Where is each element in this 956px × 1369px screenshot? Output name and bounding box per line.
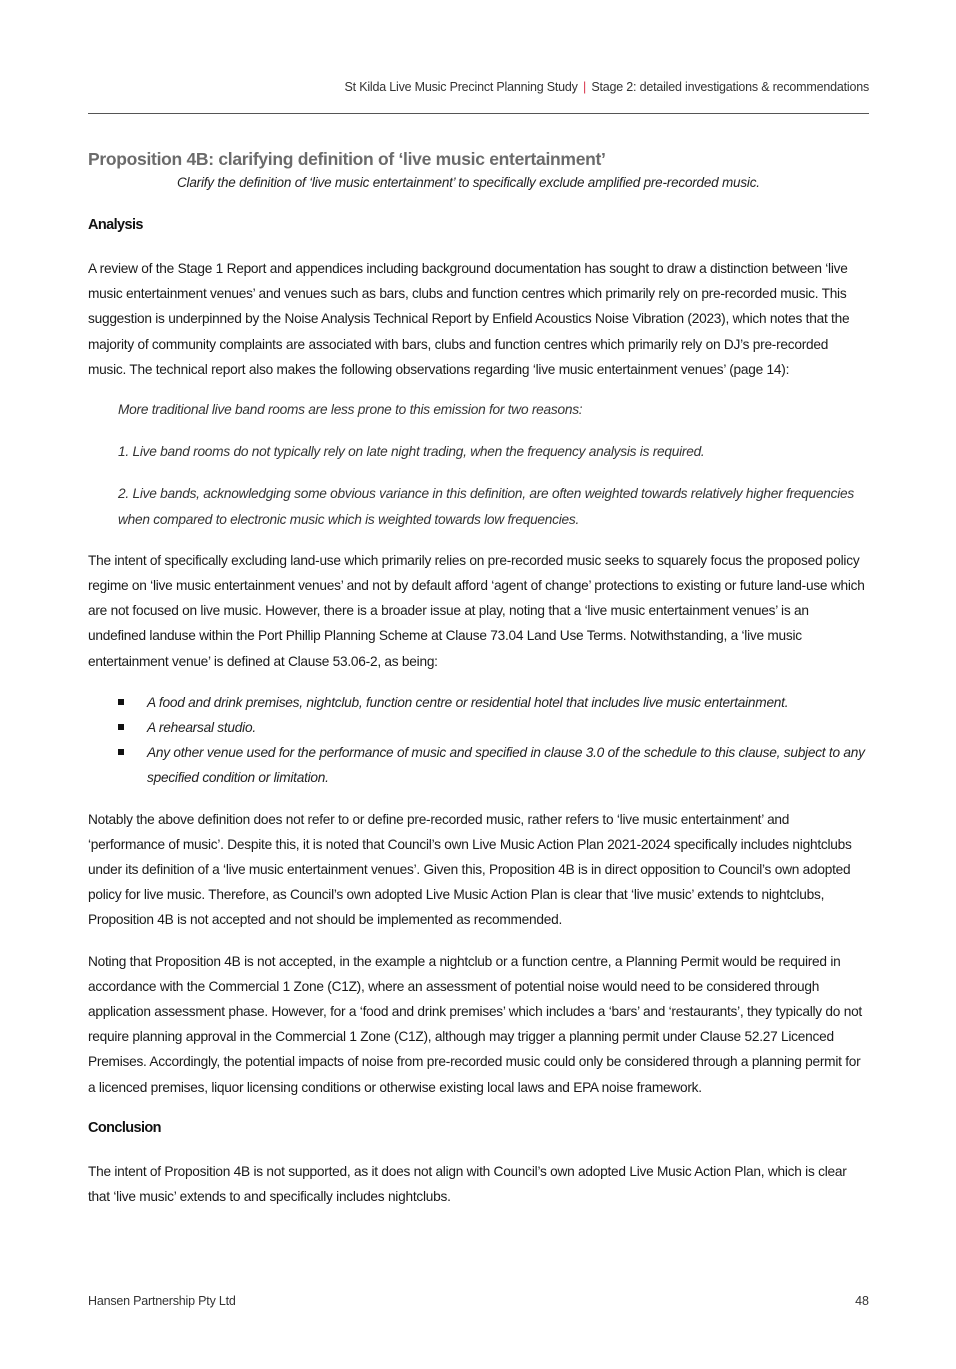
definition-list <box>88 690 869 791</box>
analysis-paragraph-2: The intent of specifically excluding land-use which primarily relies on pre-recorded music seeks to squarely focus the proposed policy regime on ‘live music entertainment venues’ and not by default afford ‘agent of change’ protections to existing or future land-use which are not focused on live music. However, there is a broader issue at play, noting that a ‘live music entertainment venues’ is an undefined landuse within the Port Phillip Planning Scheme at Clause 73.04 Land Use Terms. Notwithstanding, a ‘live music entertainment venue’ is defined at Clause 53.06-2, as being: <box>88 552 865 669</box>
analysis-paragraph-1: A review of the Stage 1 Report and appendices including background documentation has sought to draw a distinction between ‘live music entertainment venues’ and venues such as bars, clubs and function centres which primarily rely on pre-recorded music. This suggestion is underpinned by the Noise Analysis Technical Report by Enfield Acoustics Noise Vibration (2023), which notes that the majority of community complaints are associated with bars, clubs and function centres which primarily rely on DJ’s pre-recorded music. The technical report also makes the following observations regarding ‘live music entertainment venues’ (page 14): <box>88 261 850 377</box>
proposition-heading: Proposition 4B: clarifying definition of ‘live music entertainment’ <box>88 149 606 169</box>
bullet-icon <box>118 724 124 730</box>
list-item-text: A rehearsal studio. <box>147 720 256 736</box>
list-item-text: Any other venue used for the performance of music and specified in clause 3.0 of the schedule to this clause, subject to any specified condition or limitation. <box>147 745 865 786</box>
conclusion-heading: Conclusion <box>88 1119 161 1136</box>
proposition-summary: Clarify the definition of ‘live music entertainment’ to specifically exclude amplified pre-recorded music. <box>177 175 760 190</box>
analysis-paragraph-4: Noting that Proposition 4B is not accepted, in the example a nightclub or a function centre, a Planning Permit would be required in accordance with the Commercial 1 Zone (C1Z), where an assessment of potential noise would need to be considered through application assessment phase. However, for a ‘food and drink premises’ which includes a ‘bars’ and ‘restaurants’, they typically do not require planning approval in the Commercial 1 Zone (C1Z), although may trigger a planning permit under Clause 52.27 Licenced Premises. Accordingly, the potential impacts of noise from pre-recorded music could only be considered through a planning permit for a licenced premises, liquor licensing conditions or otherwise existing local laws and EPA noise framework. <box>88 953 862 1095</box>
list-item-text: A food and drink premises, nightclub, function centre or residential hotel that includes live music entertainment. <box>147 694 789 710</box>
list-item <box>88 715 869 740</box>
analysis-heading: Analysis <box>88 217 143 233</box>
conclusion-paragraph: The intent of Proposition 4B is not supported, as it does not align with Council’s own adopted Live Music Action Plan, which is clear that ‘live music’ extends to and specifically includes nightclubs. <box>88 1163 847 1205</box>
bullet-icon <box>118 699 124 705</box>
running-header <box>345 80 869 94</box>
page-number: 48 <box>855 1294 869 1308</box>
quote-intro: More traditional live band rooms are less prone to this emission for two reasons: <box>118 402 583 418</box>
quote-point-2: 2. Live bands, acknowledging some obvious variance in this definition, are often weighted towards relatively higher frequencies when compared to electronic music which is weighted towards low frequencies. <box>118 486 854 527</box>
quote-point-1: 1. Live band rooms do not typically rely on late night trading, when the frequency analysis is required. <box>118 444 705 460</box>
header-title: St Kilda Live Music Precinct Planning Study <box>344 80 578 94</box>
page-content <box>88 147 869 1209</box>
header-divider <box>88 113 869 114</box>
list-item <box>88 690 869 715</box>
footer-company: Hansen Partnership Pty Ltd <box>88 1294 236 1308</box>
bullet-icon <box>118 749 124 755</box>
analysis-paragraph-3: Notably the above definition does not refer to or define pre-recorded music, rather refers to ‘live music entertainment’ and ‘performance of music’. Despite this, it is noted that Council’s own Live Music Action Plan 2021-2024 specifically includes nightclubs under its definition of a ‘live music entertainment venues’. Given this, Proposition 4B is in direct opposition to Council’s own adopted policy for live music. Therefore, as Council’s own adopted Live Music Action Plan is clear that ‘live music’ extends to nightclubs, Proposition 4B is not accepted and not should be implemented as recommended. <box>88 811 852 928</box>
header-subtitle: Stage 2: detailed investigations & recommendations <box>591 80 869 94</box>
header-separator: | <box>582 80 587 94</box>
list-item <box>88 740 869 790</box>
